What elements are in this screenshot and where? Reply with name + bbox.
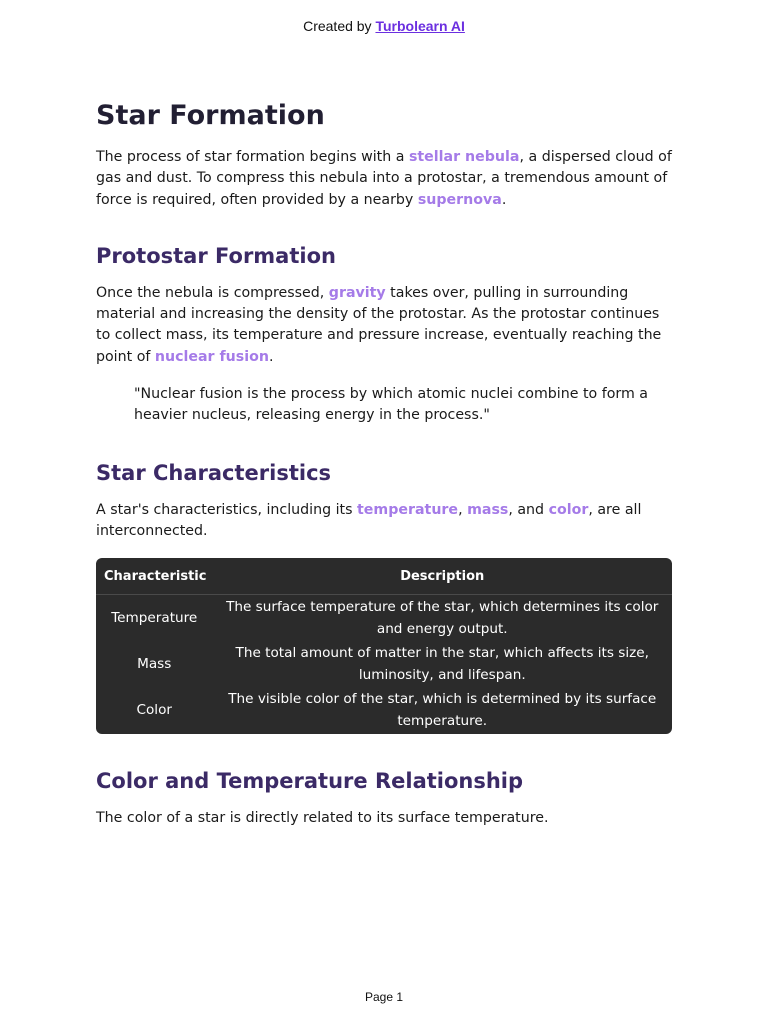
heading-protostar-formation: Protostar Formation xyxy=(96,243,336,268)
cell-description: The visible color of the star, which is determined by its surface temperature. xyxy=(228,691,657,730)
color-temperature-paragraph: The color of a star is directly related to its surface temperature. xyxy=(96,810,549,827)
table-row xyxy=(96,595,672,641)
heading-color-temperature: Color and Temperature Relationship xyxy=(96,769,524,794)
term-stellar-nebula: stellar nebula xyxy=(408,149,520,165)
term-color: color xyxy=(548,501,589,518)
term-nuclear-fusion: nuclear fusion xyxy=(154,348,269,365)
credit-line xyxy=(0,18,768,34)
cell-characteristic: Color xyxy=(136,702,172,719)
table-row xyxy=(96,641,672,687)
table-row xyxy=(96,687,672,734)
turbolearn-link[interactable]: Turbolearn AI xyxy=(375,18,465,34)
term-mass: mass xyxy=(467,501,509,518)
nuclear-fusion-quote: "Nuclear fusion is the process by which atomic nuclei combine to form a heavier nucleus, releasing energy in the process." xyxy=(134,386,648,424)
heading-star-characteristics: Star Characteristics xyxy=(96,460,332,485)
page-number: Page 1 xyxy=(364,990,404,1004)
cell-characteristic: Temperature xyxy=(111,610,198,627)
term-supernova: supernova xyxy=(417,191,502,208)
protostar-paragraph: Once the nebula is compressed, gravity takes over, pulling in surrounding material and increasing the density of the protostar. As the protostar continues to collect mass, its temperature and pressure increase, eventually reaching the point of nuclear fusion. xyxy=(96,284,662,365)
intro-paragraph: The process of star formation begins with a stellar nebula, a dispersed cloud of gas and dust. To compress this nebula into a protostar, a tremendous amount of force is required, often provided by a nearby supernova. xyxy=(96,149,672,208)
page-title: Star Formation xyxy=(96,100,325,131)
header-description: Description xyxy=(212,558,672,595)
term-gravity: gravity xyxy=(328,284,386,301)
characteristics-paragraph: A star's characteristics, including its temperature, mass, and color, are all interconnected. xyxy=(96,501,642,539)
characteristics-table xyxy=(96,558,672,734)
cell-characteristic: Mass xyxy=(137,656,172,673)
cell-description: The total amount of matter in the star, which affects its size, luminosity, and lifespan. xyxy=(235,645,649,684)
table-header-row xyxy=(96,558,672,595)
term-temperature: temperature xyxy=(357,501,459,518)
document-content xyxy=(96,96,672,830)
cell-description: The surface temperature of the star, which determines its color and energy output. xyxy=(226,599,659,638)
header-characteristic: Characteristic xyxy=(96,558,212,595)
credit-prefix: Created by xyxy=(303,18,372,34)
